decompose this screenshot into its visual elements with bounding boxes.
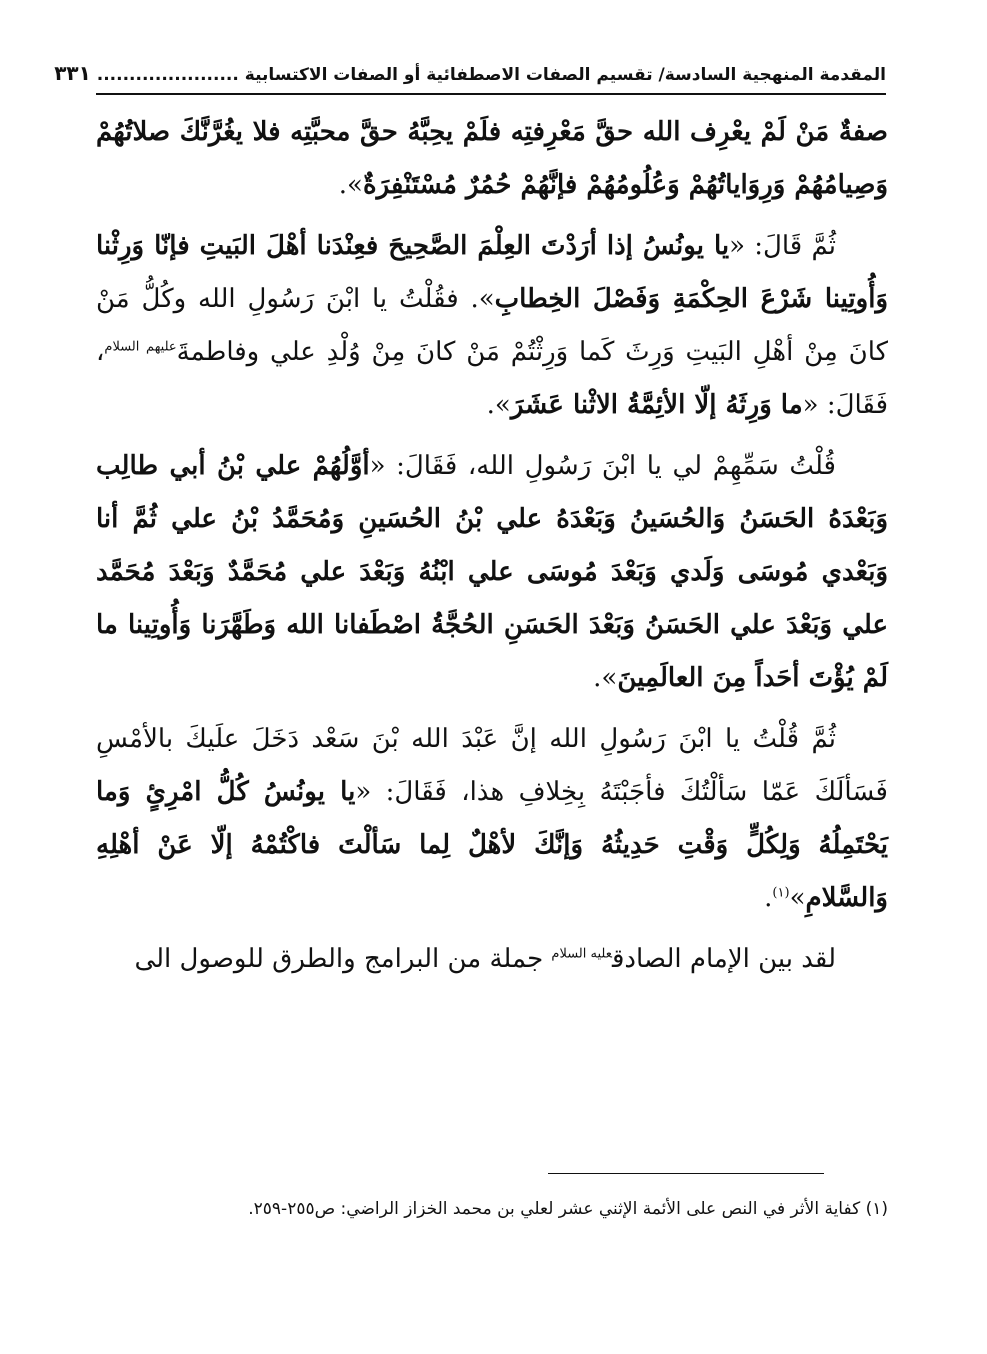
narrative-text: جملة من البرامج والطرق للوصول الى — [134, 944, 552, 974]
footnote-reference: (١) — [772, 885, 790, 901]
paragraph-3 — [96, 440, 888, 705]
paragraph-1 — [96, 106, 888, 212]
running-header — [54, 56, 886, 90]
quoted-speech: يا يونُسُ كُلُّ امْرِئٍ وَما يَحْتَمِلُهُ وَلِكُلٍّ وَقْتِ حَدِيثُهُ وَإنَّكَ لأهْلٌ لِما سَألْتَ فاكْتُمْهُ إلّا عَنْ أهْلِهِ وَالسَّلامِ — [96, 777, 888, 913]
paragraph-5 — [96, 933, 888, 986]
narrative-text: قُلْتُ سَمِّهِمْ لي يا ابْنَ رَسُولِ الله، فَقَالَ: « — [369, 451, 836, 481]
header-title: المقدمة المنهجية السادسة/ تقسيم الصفات الاصطفائية أو الصفات الاكتسابية — [244, 65, 886, 85]
honorific-mark: عليهم السلام — [104, 339, 177, 355]
body-text — [96, 106, 888, 994]
narrative-text: . — [764, 883, 773, 913]
narrative-text: ». فقُلْتُ يا ابْنَ رَسُولِ الله وكُلُّ مَنْ كانَ مِنْ أهْلِ البَيتِ وَرِثَ كَما وَرِثْتُمْ مَنْ كانَ مِنْ وُلْدِ علي وفاطمةَ — [96, 284, 888, 367]
footnote: (١) كفاية الأثر في النص على الأئمة الإثني عشر لعلي بن محمد الخزاز الراضي: ص٢٥٥-٢٥٩. — [248, 1199, 888, 1219]
quoted-speech: صفةٌ مَنْ لَمْ يعْرِف الله حقَّ مَعْرِفتِه فلَمْ يحِبَّهُ حقَّ محبَّتِه فلا يغُرَّنَّكَ صلاتُهُمْ وَصِيامُهُمْ وَرِوَاياتُهُمْ وَعُلُومُهُمْ فإنَّهُمْ حُمُرٌ مُسْتَنْفِرَةٌ — [96, 117, 888, 200]
narrative-text: ». — [593, 663, 618, 693]
quoted-speech: أوَّلُهُمْ علي بْنُ أبي طالِب وَبَعْدَهُ الحَسَنُ وَالحُسَينُ وَبَعْدَهُ علي بْنُ الحُسَينِ وَمُحَمَّدُ بْنُ علي ثُمَّ أنا وَبَعْدي مُوسَى وَلَدي وَبَعْدَ مُوسَى علي ابْنُهُ وَبَعْدَ علي مُحَمَّدٌ وَبَعْدَ مُحَمَّد علي وَبَعْدَ علي الحَسَنُ وَبَعْدَ الحَسَنِ الحُجَّةُ اصْطَفانا الله وَطَهَّرَنا وَأُوتِينا ما لَمْ يُؤْتَ أحَداً مِنَ العالَمِينَ — [96, 451, 888, 693]
header-rule — [96, 93, 886, 95]
narrative-text: ثُمَّ قَالَ: « — [729, 231, 837, 261]
narrative-text: ، فَقَالَ: « — [96, 337, 888, 420]
honorific-mark: عليه السلام — [551, 946, 612, 962]
page-number: ٣٣١ — [54, 61, 91, 85]
narrative-text: » — [789, 883, 806, 913]
narrative-text: لقد بين الإمام الصادق — [611, 944, 836, 974]
quoted-speech: ما وَرِثَهُ إلّا الأئِمَّةُ الاثْنا عَشَرَ — [510, 390, 803, 420]
narrative-text: ». — [486, 390, 511, 420]
footnote-separator — [548, 1173, 824, 1174]
header-dot-leader: ...................... — [96, 65, 239, 85]
narrative-text: ». — [338, 170, 363, 200]
paragraph-4 — [96, 713, 888, 925]
narrative-text: ثُمَّ قُلْتُ يا ابْنَ رَسُولِ الله إنَّ عَبْدَ الله بْنَ سَعْد دَخَلَ علَيكَ بالأمْسِ فَسَألَكَ عَمّا سَألْتُكَ فأجَبْتَهُ بِخِلافِ هذا، فَقَالَ: « — [96, 724, 888, 807]
quoted-speech: يا يونُسُ إذا أرَدْتَ العِلْمَ الصَّحِيحَ فعِنْدَنا أهْلَ البَيتِ فإنّا وَرِثْنا وَأُوتِينا شَرْعَ الحِكْمَةِ وَفَصْلَ الخِطابِ — [96, 231, 888, 314]
paragraph-2 — [96, 220, 888, 432]
